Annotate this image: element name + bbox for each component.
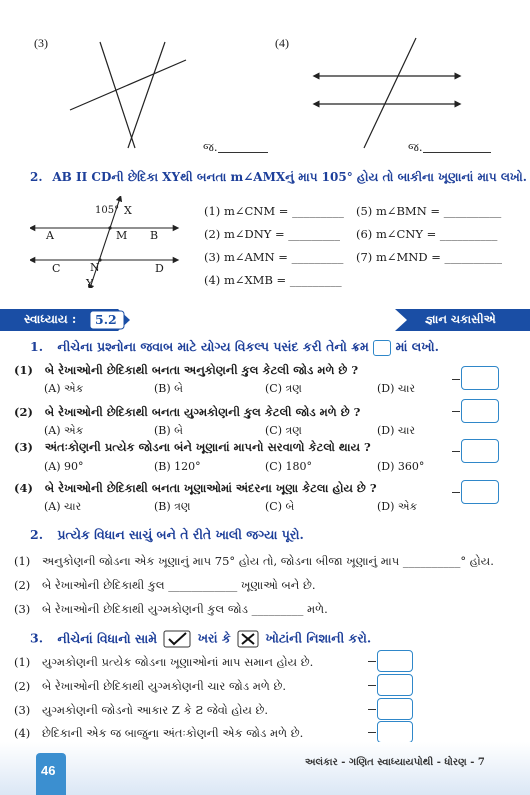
tf-2-dash	[368, 685, 376, 686]
figure-3-diagram	[60, 40, 190, 150]
section-1-title: નીચેના પ્રશ્નોના જવાબ માટે યોગ્ય વિકલ્પ પસંદ કરી તેનો ક્રમ	[57, 339, 369, 354]
mcq-4-option-d[interactable]: (D) એક	[377, 500, 418, 513]
q2-item-6: (6) m∠CNY = __________	[356, 227, 498, 241]
label-y: Y	[86, 277, 94, 290]
mcq-1-option-b[interactable]: (B) બે	[154, 382, 183, 395]
tf-item-4-number: (4)	[14, 726, 31, 740]
mcq-2-option-d[interactable]: (D) ચાર	[377, 424, 416, 437]
section-3-number: 3.	[30, 630, 44, 646]
mcq-2	[14, 405, 360, 420]
q2-item-4: (4) m∠XMB = _________	[204, 273, 342, 287]
label-m: M	[116, 229, 128, 242]
check-mark-icon	[163, 630, 191, 648]
section-2-title: પ્રત્યેક વિધાન સાચું બને તે રીતે ખાલી જગ્યા પૂરો.	[57, 527, 304, 542]
mcq-3-number: (3)	[14, 440, 33, 454]
mcq-4-answer-box[interactable]	[461, 480, 499, 504]
q2-item-1: (1) m∠CNM = _________	[204, 204, 344, 218]
mcq-1-number: (1)	[14, 363, 33, 377]
q2-item-7: (7) m∠MND = __________	[356, 250, 502, 264]
tf-1-answer-box[interactable]	[377, 650, 413, 672]
tf-1-dash	[368, 661, 376, 662]
fill-item-1	[14, 554, 494, 569]
label-a: A	[46, 229, 54, 242]
section-3-title-part1: નીચેનાં વિધાનો સામે	[57, 630, 158, 646]
fill-item-2-number: (2)	[14, 578, 31, 592]
tf-4-dash	[368, 732, 376, 733]
figure-4-diagram	[312, 36, 462, 150]
tf-item-3	[14, 703, 268, 718]
mcq-1-option-a[interactable]: (A) એક	[44, 382, 84, 395]
fill-item-2	[14, 578, 316, 593]
fig4-answer-blank	[423, 152, 491, 153]
cross-mark-icon	[237, 630, 259, 648]
banner-number: 5.2	[95, 312, 117, 327]
fig3-answer-blank	[218, 152, 268, 153]
mcq-2-dash	[452, 411, 460, 412]
book-title: અલંકાર - ગણિત સ્વાધ્યાયપોથી - ધોરણ - 7	[305, 757, 485, 768]
tf-item-1-number: (1)	[14, 655, 31, 669]
label-x: X	[124, 204, 132, 217]
question-2-header	[30, 170, 527, 185]
mcq-2-text: બે રેખાઓની છેદિકાથી બનતા યુગ્મકોણની કુલ કેટલી જોડ મળે છે ?	[44, 405, 361, 419]
mcq-4-option-c[interactable]: (C) બે	[265, 500, 295, 513]
label-c: C	[52, 262, 61, 275]
mcq-3-text: અંતઃકોણની પ્રત્યેક જોડના બંને ખૂણાનાં માપનો સરવાળો કેટલો થાય ?	[44, 440, 371, 454]
question-2-title: AB II CDની છેદિકા XYથી બનતા m∠AMXનું માપ 105° હોય તો બાકીના ખૂણાનાં માપ લખો.	[52, 170, 527, 184]
footer-band	[0, 742, 530, 795]
mcq-1-dash	[452, 379, 460, 380]
tf-item-1-text: યુગ્મકોણની પ્રત્યેક જોડના ખૂણાઓનાં માપ સમાન હોય છે.	[41, 655, 314, 669]
mcq-3-dash	[452, 451, 460, 452]
mcq-4-option-b[interactable]: (B) ત્રણ	[154, 500, 191, 513]
mcq-1-option-d[interactable]: (D) ચાર	[377, 382, 416, 395]
fill-item-3-number: (3)	[14, 602, 31, 616]
q2-items-left	[204, 200, 344, 292]
fill-item-2-text: બે રેખાઓની છેદિકાથી કુલ ____________ ખૂણાઓ બને છે.	[41, 578, 316, 592]
mcq-1-text: બે રેખાઓની છેદિકાથી બનતા અનુકોણની કુલ કેટલી જોડ મળે છે ?	[44, 363, 359, 377]
mcq-4-option-a[interactable]: (A) ચાર	[44, 500, 82, 513]
section-3-title-part2: ખરાં કે	[197, 630, 231, 646]
mcq-2-answer-box[interactable]	[461, 399, 499, 423]
tf-3-answer-box[interactable]	[377, 698, 413, 720]
tf-item-4	[14, 726, 303, 741]
figure-4-label: (4)	[275, 36, 289, 50]
fig3-line-3	[70, 60, 186, 110]
section-3-title-part3: ખોટાંની નિશાની કરો.	[265, 630, 372, 646]
q2-item-3: (3) m∠AMN = _________	[204, 250, 344, 264]
mcq-3-option-b[interactable]: (B) 120°	[154, 460, 201, 473]
tf-item-1	[14, 655, 313, 670]
section-2-header	[30, 527, 304, 543]
mcq-1	[14, 363, 358, 378]
section-3-header	[30, 630, 371, 648]
mcq-1-option-c[interactable]: (C) ત્રણ	[265, 382, 302, 395]
mcq-2-number: (2)	[14, 405, 33, 419]
fill-item-1-text: અનુકોણની જોડના એક ખૂણાનું માપ 75° હોય તો, જોડના બીજા ખૂણાનું માપ __________° હોય.	[41, 554, 494, 568]
mcq-2-option-c[interactable]: (C) ત્રણ	[265, 424, 302, 437]
tf-item-2	[14, 679, 286, 694]
mcq-2-option-b[interactable]: (B) બે	[154, 424, 183, 437]
banner-right-label: જ્ઞાન ચકાસીએ	[425, 312, 496, 326]
label-b: B	[150, 229, 159, 242]
mcq-4-text: બે રેખાઓની છેદિકાથી બનતા ખૂણાઓમાં અંદરના ખૂણા કેટલા હોય છે ?	[44, 481, 377, 495]
tf-3-dash	[368, 709, 376, 710]
label-d: D	[155, 262, 164, 275]
page-number: 46	[41, 763, 56, 778]
q2-item-2: (2) m∠DNY = _________	[204, 227, 341, 241]
mcq-3	[14, 440, 371, 455]
mcq-3-option-a[interactable]: (A) 90°	[44, 460, 84, 473]
mcq-4	[14, 481, 377, 496]
mcq-4-number: (4)	[14, 481, 33, 495]
tf-2-answer-box[interactable]	[377, 674, 413, 696]
banner-title: સ્વાધ્યાય :	[24, 312, 77, 326]
figure-3-label: (3)	[34, 36, 48, 50]
fill-item-3-text: બે રેખાઓની છેદિકાથી યુગ્મકોણની કુલ જોડ _________ મળે.	[41, 602, 328, 616]
tf-item-2-number: (2)	[14, 679, 31, 693]
section-2-number: 2.	[30, 527, 44, 542]
mcq-3-answer-box[interactable]	[461, 439, 499, 463]
fill-item-3	[14, 602, 328, 617]
fig3-line-2	[128, 42, 165, 148]
q2-item-5: (5) m∠BMN = __________	[356, 204, 502, 218]
tf-4-answer-box[interactable]	[377, 721, 413, 743]
mcq-2-option-a[interactable]: (A) એક	[44, 424, 84, 437]
mcq-4-dash	[452, 492, 460, 493]
fill-item-1-number: (1)	[14, 554, 31, 568]
mcq-1-answer-box[interactable]	[461, 366, 499, 390]
fig3-answer-prefix: જ.	[203, 140, 218, 154]
label-n: N	[90, 261, 100, 274]
label-105: 105°	[95, 205, 120, 216]
mcq-3-option-c[interactable]: (C) 180°	[265, 460, 312, 473]
question-2-number: 2.	[30, 170, 43, 184]
tf-item-4-text: છેદિકાની એક જ બાજુના અંતઃકોણની એક જોડ મળે છે.	[41, 726, 304, 740]
tf-item-3-number: (3)	[14, 703, 31, 717]
fig4-answer-prefix: જ.	[408, 140, 423, 154]
tf-item-3-text: યુગ્મકોણની જોડનો આકાર Z કે Ƨ જેવો હોય છે.	[41, 703, 269, 717]
section-1-title-suffix: માં લખો.	[395, 339, 440, 354]
section-1-number: 1.	[30, 339, 44, 354]
q2-items-right	[356, 200, 502, 269]
section-1-header	[30, 339, 439, 356]
mcq-3-option-d[interactable]: (D) 360°	[377, 460, 425, 473]
answer-box-icon	[373, 340, 391, 356]
tf-item-2-text: બે રેખાઓની છેદિકાથી યુગ્મકોણની ચાર જોડ મળે છે.	[41, 679, 287, 693]
